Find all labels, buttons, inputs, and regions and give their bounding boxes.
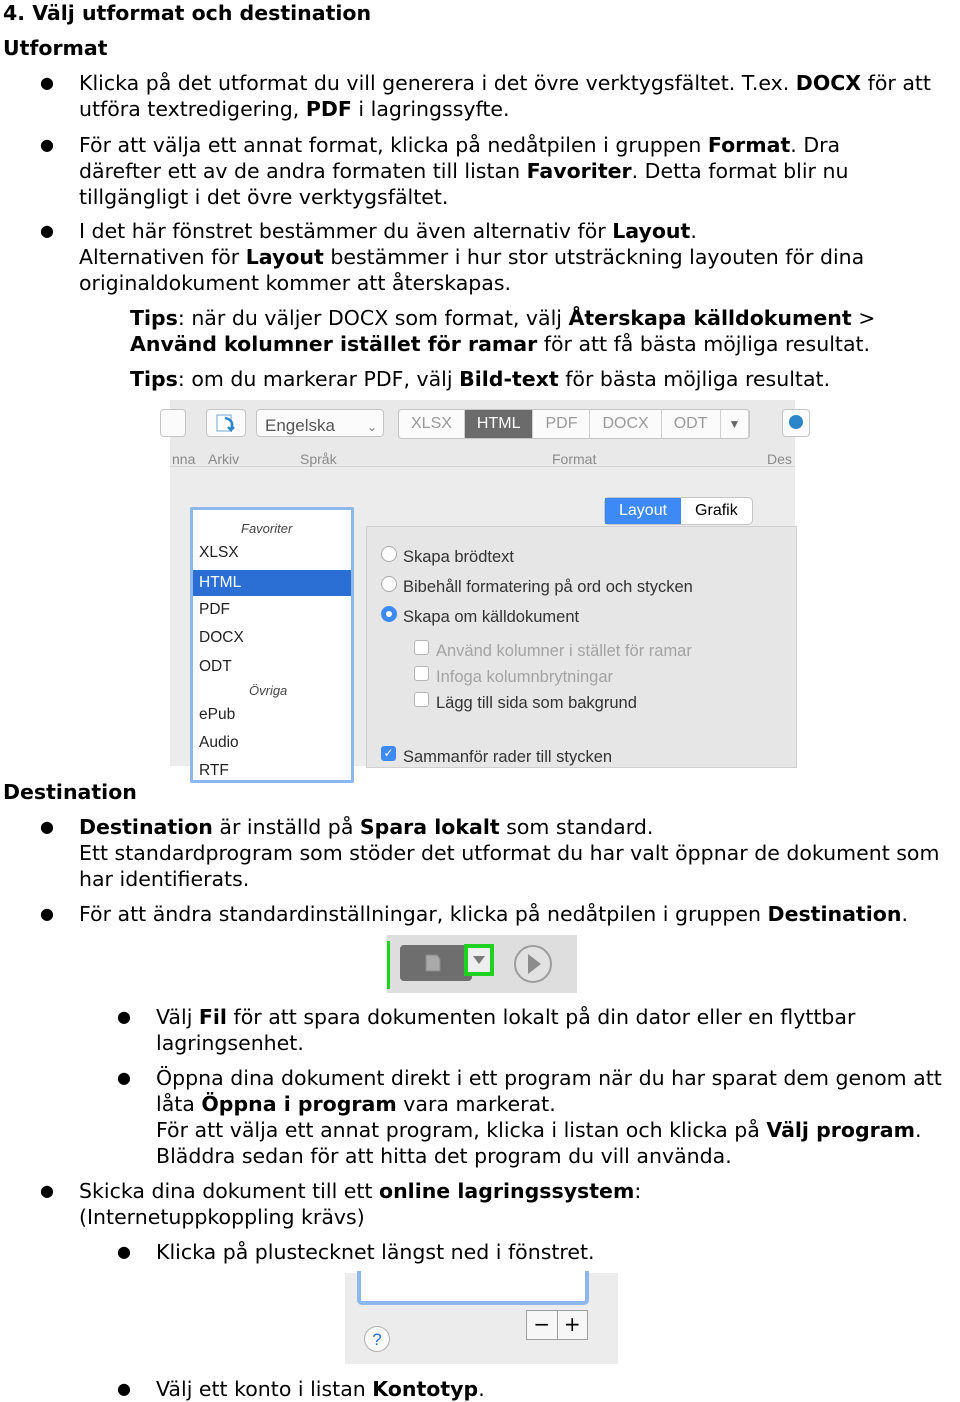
destination-button-screenshot: [387, 935, 577, 993]
radio-label: Skapa brödtext: [403, 548, 514, 566]
others-header: Övriga: [249, 683, 288, 698]
radio-bibehall-formatering[interactable]: [381, 576, 397, 592]
tab-layout[interactable]: Layout: [605, 498, 681, 524]
add-remove-control: [526, 1310, 588, 1340]
bullet-icon: ●: [40, 221, 54, 240]
bullet-icon: ●: [117, 1007, 131, 1026]
account-window-screenshot: [345, 1273, 618, 1364]
list-item[interactable]: XLSX: [199, 544, 239, 561]
destination-icon: [789, 415, 803, 429]
chevron-down-icon: ⌄: [366, 420, 377, 434]
tab-grafik[interactable]: Grafik: [695, 502, 738, 519]
list-item[interactable]: DOCX: [199, 629, 244, 646]
checkbox-lagg-till-sida[interactable]: [414, 692, 429, 707]
destination-sub-bullet-oppna: Öppna dina dokument direkt i ett program när du har sparat dem genom att låta Öppna i program vara markerat. För att välja ett annat program, klicka i listan och klicka på Välj program. Bläddra sedan för att hitta det program du vill använda.: [156, 1066, 942, 1168]
archive-icon: [207, 410, 245, 436]
utformat-bullet-2: För att välja ett annat format, klicka på nedåtpilen i gruppen Format. Dra därefter ett av de andra formaten till listan Favoriter. Detta format blir nu tillgängligt i det övre verktygsfältet.: [79, 133, 849, 209]
format-html[interactable]: HTML: [465, 410, 534, 438]
minus-button[interactable]: −: [527, 1311, 558, 1339]
destination-heading: Destination: [3, 780, 137, 804]
checkbox-infoga-kolumnbrytningar[interactable]: [414, 666, 429, 681]
bullet-icon: ●: [117, 1068, 131, 1087]
utformat-heading: Utformat: [3, 36, 108, 60]
list-item[interactable]: PDF: [199, 601, 230, 618]
toolbar-label: nna: [172, 451, 196, 467]
destination-sub-bullet-fil: Välj Fil för att spara dokumenten lokalt på din dator eller en flyttbar lagringsenhet.: [156, 1005, 856, 1055]
destination-bullet-3: Skicka dina dokument till ett online lagringssystem: (Internetuppkoppling krävs): [79, 1179, 642, 1229]
radio-label: Bibehåll formatering på ord och stycken: [403, 578, 693, 596]
toolbar-button[interactable]: [160, 409, 186, 437]
checkbox-anvand-kolumner[interactable]: [414, 640, 429, 655]
list-item[interactable]: ODT: [199, 658, 232, 675]
toolbar-label-arkiv: Arkiv: [208, 451, 240, 467]
toolbar: [170, 400, 795, 467]
chevron-down-icon: [472, 955, 486, 965]
bullet-icon: ●: [40, 1181, 54, 1200]
destination-sub-bullet-plus: Klicka på plustecknet längst ned i fönstret.: [156, 1240, 595, 1264]
format-segmented-control[interactable]: [398, 409, 750, 439]
play-icon[interactable]: [513, 944, 553, 984]
tip-1: Tips: när du väljer DOCX som format, välj Återskapa källdokument > Använd kolumner istället för ramar för att få bästa möjliga resultat.: [130, 306, 876, 356]
help-icon[interactable]: ?: [364, 1326, 390, 1352]
format-dropdown-arrow-icon[interactable]: ▼: [721, 410, 750, 438]
toolbar-label-format: Format: [552, 451, 597, 467]
checkbox-label: Infoga kolumnbrytningar: [436, 668, 614, 686]
file-icon: [422, 952, 444, 974]
format-settings-screenshot: [170, 400, 795, 779]
format-xlsx[interactable]: XLSX: [399, 410, 465, 438]
list-item-selected[interactable]: HTML: [199, 574, 242, 591]
destination-dropdown-arrow[interactable]: [464, 944, 494, 976]
tip-2: Tips: om du markerar PDF, välj Bild-text för bästa möjliga resultat.: [130, 367, 831, 391]
checkbox-sammanfor-rader[interactable]: [381, 746, 396, 761]
checkbox-label: Sammanför rader till stycken: [403, 748, 613, 766]
toolbar-label-sprak: Språk: [300, 451, 337, 467]
bullet-icon: ●: [40, 817, 54, 836]
language-value: Engelska: [265, 416, 335, 435]
radio-label: Skapa om källdokument: [403, 608, 580, 626]
destination-split-button[interactable]: [400, 945, 472, 981]
checkbox-label: Lägg till sida som bakgrund: [436, 694, 637, 712]
bullet-icon: ●: [117, 1379, 131, 1398]
bullet-icon: ●: [40, 904, 54, 923]
list-item[interactable]: ePub: [199, 706, 236, 723]
utformat-bullet-1: Klicka på det utformat du vill generera i det övre verktygsfältet. T.ex. DOCX för att utföra textredigering, PDF i lagringssyfte.: [79, 71, 931, 121]
destination-sub-bullet-kontotyp: Välj ett konto i listan Kontotyp.: [156, 1377, 485, 1401]
format-list[interactable]: [190, 507, 354, 783]
destination-button[interactable]: [782, 409, 810, 437]
highlight-edge: [387, 941, 390, 989]
options-tabs[interactable]: [604, 497, 753, 525]
format-docx[interactable]: DOCX: [590, 410, 661, 438]
destination-bullet-1: Destination är inställd på Spara lokalt som standard. Ett standardprogram som stöder det utformat du har valt öppnar de dokument som har identifierats.: [79, 815, 940, 891]
checkbox-label: Använd kolumner i stället för ramar: [436, 642, 692, 660]
bullet-icon: ●: [40, 73, 54, 92]
archive-button[interactable]: [206, 409, 246, 437]
bullet-icon: ●: [40, 135, 54, 154]
destination-bullet-2: För att ändra standardinställningar, klicka på nedåtpilen i gruppen Destination.: [79, 902, 908, 926]
favorites-header: Favoriter: [241, 521, 293, 536]
toolbar-label-destination: Des: [767, 451, 792, 467]
language-select[interactable]: [256, 409, 384, 437]
section-heading: 4. Välj utformat och destination: [3, 1, 372, 25]
format-pdf[interactable]: PDF: [533, 410, 590, 438]
list-item[interactable]: Audio: [199, 734, 239, 751]
list-item[interactable]: RTF: [199, 762, 229, 779]
utformat-bullet-3: I det här fönstret bestämmer du även alternativ för Layout. Alternativen för Layout bestämmer i hur stor utsträckning layouten för dina originaldokument kommer att återskapas.: [79, 219, 865, 295]
radio-skapa-brodtext[interactable]: [381, 546, 397, 562]
bullet-icon: ●: [117, 1242, 131, 1261]
account-list[interactable]: [357, 1271, 589, 1305]
format-odt[interactable]: ODT: [662, 410, 721, 438]
radio-skapa-om-kalldokument[interactable]: [381, 606, 397, 622]
plus-button[interactable]: +: [563, 1312, 581, 1336]
checkmark-icon: ✓: [383, 746, 394, 760]
